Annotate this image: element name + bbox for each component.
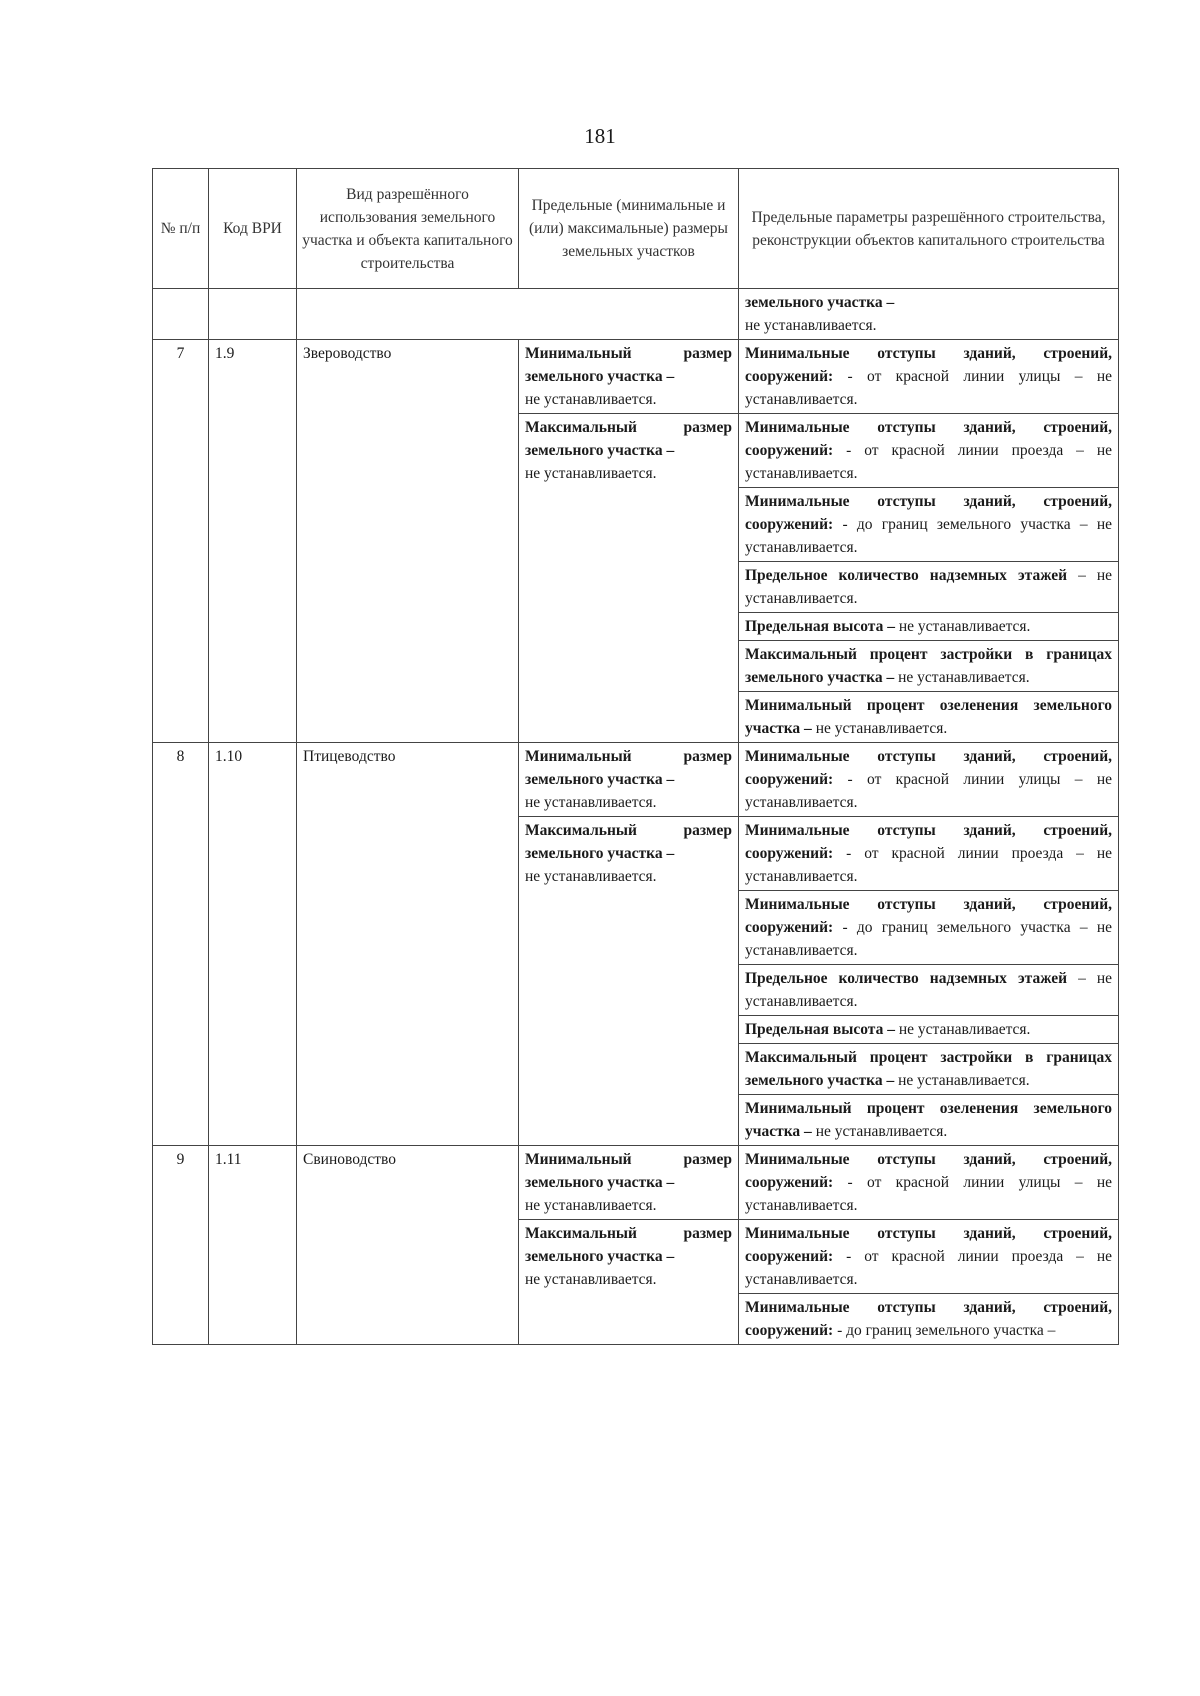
size-min-cell	[519, 1146, 739, 1220]
size-max-cell	[519, 1220, 739, 1345]
land-use-table	[152, 168, 1119, 1345]
table-header-row	[153, 169, 1119, 289]
param-title: Минимальный процент озеленения земельного участка –	[745, 697, 1112, 737]
size-max-value: не устанавливается.	[525, 465, 657, 482]
row-code: 1.11	[209, 1146, 297, 1345]
param-cell	[739, 562, 1119, 613]
param-text: - от красной линии улицы – не устанавливается.	[745, 771, 1112, 811]
param-cell	[739, 1220, 1119, 1294]
param-title: Минимальные отступы зданий, строений, сооружений:	[745, 896, 1112, 936]
param-text: не устанавливается.	[898, 1021, 1031, 1038]
param-title: Максимальный процент застройки в границах земельного участка –	[745, 646, 1112, 686]
size-min-cell	[519, 743, 739, 817]
param-text: не устанавливается.	[898, 669, 1030, 686]
param-cell	[739, 891, 1119, 965]
size-max-title: Максимальный размер земельного участка –	[525, 419, 732, 459]
param-cell	[739, 613, 1119, 641]
param-title: Предельное количество надземных этажей	[745, 970, 1068, 987]
row-number: 9	[153, 1146, 209, 1345]
param-cell	[739, 1294, 1119, 1345]
header-code: Код ВРИ	[209, 169, 297, 289]
param-text: не устанавливается.	[815, 1123, 948, 1140]
header-sizes: Предельные (минимальные и (или) максимальные) размеры земельных участков	[519, 169, 739, 289]
size-max-value: не устанавливается.	[525, 868, 657, 885]
param-cell	[739, 1044, 1119, 1095]
param-title: Минимальный процент озеленения земельного участка –	[745, 1100, 1112, 1140]
row-number: 7	[153, 340, 209, 743]
header-kind: Вид разрешённого использования земельного участка и объекта капитального строительства	[297, 169, 519, 289]
param-title: Предельная высота –	[745, 618, 895, 635]
param-cell	[739, 965, 1119, 1016]
size-max-cell	[519, 817, 739, 1146]
row-code: 1.9	[209, 340, 297, 743]
row-code: 1.10	[209, 743, 297, 1146]
row-use-kind: Звероводство	[297, 340, 519, 743]
table-row	[153, 340, 1119, 414]
table-row	[153, 1146, 1119, 1220]
param-title: Минимальные отступы зданий, строений, сооружений:	[745, 419, 1112, 459]
param-text: - до границ земельного участка –	[837, 1322, 1056, 1339]
row-number: 8	[153, 743, 209, 1146]
continuation-line1: земельного участка –	[745, 294, 895, 311]
param-text: – не устанавливается.	[745, 970, 1112, 1010]
table-row	[153, 743, 1119, 817]
param-text: - от красной линии улицы – не устанавливается.	[745, 368, 1112, 408]
param-title: Предельная высота –	[745, 1021, 895, 1038]
param-cell	[739, 488, 1119, 562]
size-min-title: Минимальный размер земельного участка –	[525, 345, 732, 385]
param-text: - от красной линии проезда – не устанавливается.	[745, 442, 1112, 482]
param-text: - до границ земельного участка – не устанавливается.	[745, 516, 1113, 556]
size-max-title: Максимальный размер земельного участка –	[525, 822, 732, 862]
param-title: Минимальные отступы зданий, строений, сооружений:	[745, 345, 1112, 385]
header-params: Предельные параметры разрешённого строительства, реконструкции объектов капитального строительства	[739, 169, 1119, 289]
continuation-row	[153, 289, 1119, 340]
param-cell	[739, 340, 1119, 414]
size-min-cell	[519, 340, 739, 414]
continuation-line2: не устанавливается.	[745, 317, 877, 334]
param-text: - от красной линии проезда – не устанавливается.	[745, 1248, 1112, 1288]
size-min-title: Минимальный размер земельного участка –	[525, 748, 732, 788]
header-num: № п/п	[153, 169, 209, 289]
row-use-kind: Свиноводство	[297, 1146, 519, 1345]
param-text: не устанавливается.	[898, 1072, 1030, 1089]
param-cell	[739, 743, 1119, 817]
param-title: Минимальные отступы зданий, строений, сооружений:	[745, 1225, 1112, 1265]
param-title: Минимальные отступы зданий, строений, сооружений:	[745, 1299, 1112, 1339]
param-cell	[739, 817, 1119, 891]
param-cell	[739, 414, 1119, 488]
size-min-title: Минимальный размер земельного участка –	[525, 1151, 732, 1191]
param-text: - от красной линии проезда – не устанавливается.	[745, 845, 1112, 885]
row-use-kind: Птицеводство	[297, 743, 519, 1146]
param-text: - до границ земельного участка – не устанавливается.	[745, 919, 1113, 959]
param-text: - от красной линии улицы – не устанавливается.	[745, 1174, 1112, 1214]
param-cell	[739, 1016, 1119, 1044]
size-max-cell	[519, 414, 739, 743]
size-max-value: не устанавливается.	[525, 1271, 657, 1288]
param-text: – не устанавливается.	[745, 567, 1112, 607]
param-title: Минимальные отступы зданий, строений, сооружений:	[745, 748, 1112, 788]
param-cell	[739, 641, 1119, 692]
size-max-title: Максимальный размер земельного участка –	[525, 1225, 732, 1265]
param-title: Минимальные отступы зданий, строений, сооружений:	[745, 1151, 1112, 1191]
continuation-cell	[739, 289, 1119, 340]
param-cell	[739, 692, 1119, 743]
param-title: Предельное количество надземных этажей	[745, 567, 1068, 584]
size-min-value: не устанавливается.	[525, 1197, 657, 1214]
param-title: Максимальный процент застройки в границах земельного участка –	[745, 1049, 1112, 1089]
param-cell	[739, 1095, 1119, 1146]
param-title: Минимальные отступы зданий, строений, сооружений:	[745, 822, 1112, 862]
param-text: не устанавливается.	[815, 720, 948, 737]
param-title: Минимальные отступы зданий, строений, сооружений:	[745, 493, 1112, 533]
param-cell	[739, 1146, 1119, 1220]
param-text: не устанавливается.	[898, 618, 1031, 635]
page-number: 181	[584, 124, 616, 148]
size-min-value: не устанавливается.	[525, 794, 657, 811]
size-min-value: не устанавливается.	[525, 391, 657, 408]
